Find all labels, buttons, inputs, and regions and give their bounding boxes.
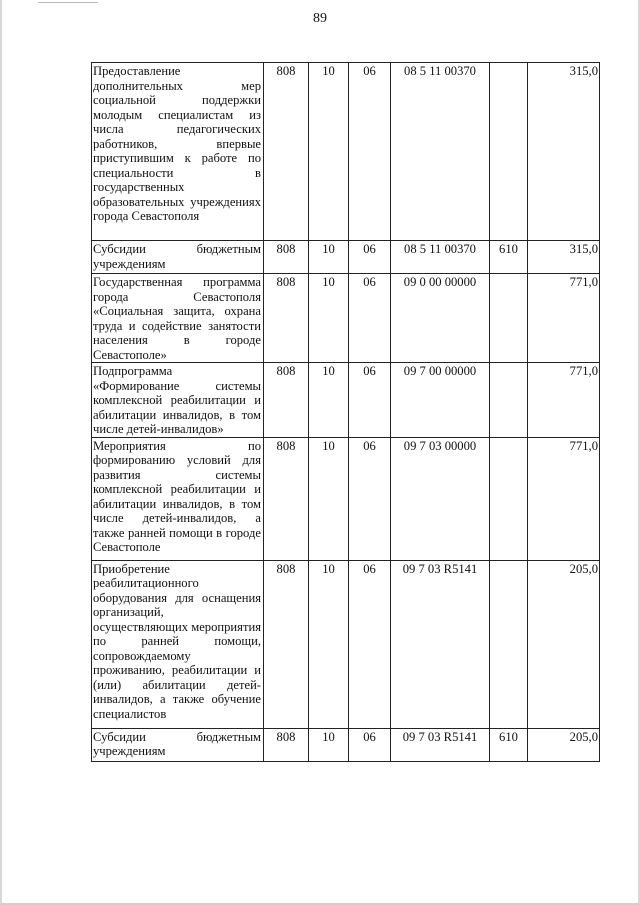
budget-table xyxy=(91,62,600,762)
amount: 771,0 xyxy=(528,437,600,560)
target-article: 09 0 00 00000 xyxy=(391,274,490,363)
table-row xyxy=(92,363,600,438)
row-name: Субсидии бюджетным учреждениям xyxy=(92,728,264,761)
subsection-code: 06 xyxy=(349,437,391,560)
ministry-code: 808 xyxy=(264,241,309,274)
page-number: 89 xyxy=(313,11,327,26)
row-name: Подпрограмма «Формирование системы комплексной реабилитации и абилитации инвалидов, в том числе детей-инвалидов» xyxy=(92,363,264,438)
table-row xyxy=(92,241,600,274)
row-name: Мероприятия по формированию условий для развития системы комплексной реабилитации и абилитации инвалидов, в том числе детей-инвалидов, а также ранней помощи в городе Севастополе xyxy=(92,437,264,560)
ministry-code: 808 xyxy=(264,437,309,560)
expense-type: 610 xyxy=(490,728,528,761)
row-name: Государственная программа города Севастополя «Социальная защита, охрана труда и содействие занятости населения в городе Севастополе» xyxy=(92,274,264,363)
subsection-code: 06 xyxy=(349,241,391,274)
section-code: 10 xyxy=(309,728,349,761)
ministry-code: 808 xyxy=(264,363,309,438)
expense-type xyxy=(490,274,528,363)
expense-type xyxy=(490,63,528,241)
section-code: 10 xyxy=(309,560,349,728)
expense-type xyxy=(490,437,528,560)
target-article: 08 5 11 00370 xyxy=(391,63,490,241)
subsection-code: 06 xyxy=(349,274,391,363)
table-row xyxy=(92,728,600,761)
subsection-code: 06 xyxy=(349,63,391,241)
subsection-code: 06 xyxy=(349,363,391,438)
amount: 315,0 xyxy=(528,63,600,241)
ministry-code: 808 xyxy=(264,63,309,241)
ministry-code: 808 xyxy=(264,274,309,363)
row-name: Субсидии бюджетным учреждениям xyxy=(92,241,264,274)
amount: 205,0 xyxy=(528,560,600,728)
target-article: 09 7 03 R5141 xyxy=(391,560,490,728)
section-code: 10 xyxy=(309,63,349,241)
scan-edge-left xyxy=(0,0,2,905)
amount: 771,0 xyxy=(528,274,600,363)
table-row xyxy=(92,560,600,728)
expense-type: 610 xyxy=(490,241,528,274)
amount: 315,0 xyxy=(528,241,600,274)
amount: 205,0 xyxy=(528,728,600,761)
scan-mark-top xyxy=(38,2,98,3)
ministry-code: 808 xyxy=(264,560,309,728)
row-name: Предоставление дополнительных мер социальной поддержки молодым специалистам из числа педагогических работников, впервые приступившим к работе по специальности в государственных образовательных учреждениях города Севастополя xyxy=(92,63,264,241)
row-name: Приобретение реабилитационного оборудования для оснащения организаций, осуществляющих мероприятия по ранней помощи, сопровождаемому проживанию, реабилитации и (или) абилитации детей-инвалидов, а также обучение специалистов xyxy=(92,560,264,728)
section-code: 10 xyxy=(309,363,349,438)
amount: 771,0 xyxy=(528,363,600,438)
target-article: 08 5 11 00370 xyxy=(391,241,490,274)
section-code: 10 xyxy=(309,241,349,274)
ministry-code: 808 xyxy=(264,728,309,761)
expense-type xyxy=(490,560,528,728)
target-article: 09 7 00 00000 xyxy=(391,363,490,438)
expense-type xyxy=(490,363,528,438)
table-row xyxy=(92,437,600,560)
target-article: 09 7 03 00000 xyxy=(391,437,490,560)
subsection-code: 06 xyxy=(349,560,391,728)
table-row xyxy=(92,63,600,241)
subsection-code: 06 xyxy=(349,728,391,761)
section-code: 10 xyxy=(309,437,349,560)
target-article: 09 7 03 R5141 xyxy=(391,728,490,761)
section-code: 10 xyxy=(309,274,349,363)
table-row xyxy=(92,274,600,363)
